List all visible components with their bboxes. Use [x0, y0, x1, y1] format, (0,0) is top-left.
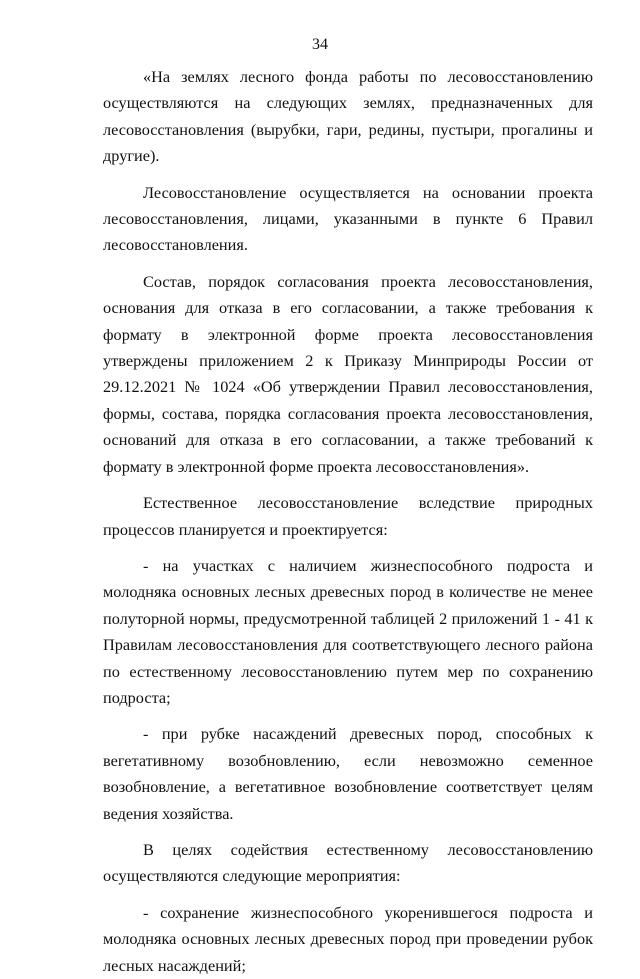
paragraph-8: - сохранение жизнеспособного укоренившегося подроста и молодняка основных лесных древесных пород при проведении рубок лесных насаждений;	[103, 902, 593, 975]
paragraph-5: - на участках с наличием жизнеспособного подроста и молодняка основных лесных древесных пород в количестве не менее полуторной нормы, предусмотренной таблицей 2 приложений 1 - 41 к Правилам лесовосстановления для соответствующего лесного района по естественному лесовосстановлению путем мер по сохранению подроста;	[103, 555, 593, 707]
page-number: 34	[312, 36, 328, 53]
document-body	[103, 64, 593, 979]
paragraph-6: - при рубке насаждений древесных пород, способных к вегетативному возобновлению, если невозможно семенное возобновление, а вегетативное возобновление соответствует целям ведения хозяйства.	[103, 724, 593, 823]
paragraph-1: «На землях лесного фонда работы по лесовосстановлению осуществляются на следующих землях, предназначенных для лесовосстановления (вырубки, гари, редины, пустыри, прогалины и другие).	[103, 67, 593, 166]
paragraph-7: В целях содействия естественному лесовосстановлению осуществляются следующие мероприятия:	[103, 839, 593, 886]
paragraph-3: Состав, порядок согласования проекта лесовосстановления, основания для отказа в его согласовании, а также требования к формату в электронной форме проекта лесовосстановления утверждены приложением 2 к Приказу Минприроды России от 29.12.2021 № 1024 «Об утверждении Правил лесовосстановления, формы, состава, порядка согласования проекта лесовосстановления, оснований для отказа в его согласовании, а также требований к формату в электронной форме проекта лесовосстановления».	[103, 271, 593, 476]
paragraph-2: Лесовосстановление осуществляется на основании проекта лесовосстановления, лицами, указанными в пункте 6 Правил лесовосстановления.	[103, 182, 593, 255]
paragraph-4: Естественное лесовосстановление вследствие природных процессов планируется и проектируется:	[103, 493, 593, 539]
